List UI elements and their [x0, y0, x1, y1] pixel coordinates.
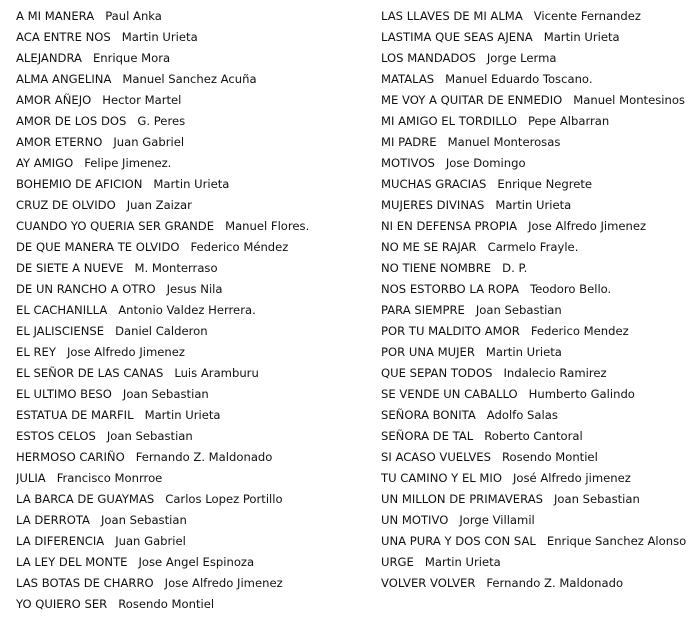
song-entry	[16, 237, 366, 258]
song-title: EL CACHANILLA	[16, 303, 108, 317]
song-entry	[381, 552, 686, 573]
song-list-right-column	[381, 6, 686, 594]
song-artist: Enrique Mora	[92, 51, 171, 65]
song-entry	[16, 594, 366, 615]
song-entry	[16, 426, 366, 447]
song-entry	[381, 447, 686, 468]
song-title: QUE SEPAN TODOS	[381, 366, 493, 380]
song-title: LA BARCA DE GUAYMAS	[16, 492, 155, 506]
song-title: MOTIVOS	[381, 156, 435, 170]
song-artist: Juan Zaizar	[126, 198, 192, 212]
song-artist: Enrique Negrete	[497, 177, 593, 191]
song-artist: Vicente Fernandez	[533, 9, 641, 23]
song-title: CUANDO YO QUERIA SER GRANDE	[16, 219, 215, 233]
song-entry	[381, 237, 686, 258]
song-title: EL ULTIMO BESO	[16, 387, 112, 401]
song-entry	[16, 132, 366, 153]
song-artist: Martin Urieta	[485, 345, 562, 359]
song-entry	[16, 363, 366, 384]
song-artist: Manuel Flores.	[225, 219, 310, 233]
song-artist: Martin Urieta	[424, 555, 501, 569]
song-entry	[16, 321, 366, 342]
song-artist: Jesus Nila	[166, 282, 223, 296]
song-title: LAS LLAVES DE MI ALMA	[381, 9, 523, 23]
song-entry	[381, 531, 686, 552]
song-artist: Hector Martel	[102, 93, 182, 107]
song-title: TU CAMINO Y EL MIO	[381, 471, 502, 485]
song-entry	[16, 405, 366, 426]
song-title: PARA SIEMPRE	[381, 303, 465, 317]
song-entry	[381, 27, 686, 48]
song-artist: Felipe Jimenez.	[84, 156, 172, 170]
song-title: MUCHAS GRACIAS	[381, 177, 487, 191]
song-entry	[16, 573, 366, 594]
song-title: EL REY	[16, 345, 56, 359]
song-entry	[381, 384, 686, 405]
song-entry	[381, 153, 686, 174]
song-title: UNA PURA Y DOS CON SAL	[381, 534, 536, 548]
song-entry	[16, 216, 366, 237]
song-entry	[381, 195, 686, 216]
song-artist: Pepe Albarran	[527, 114, 610, 128]
song-title: ESTATUA DE MARFIL	[16, 408, 134, 422]
song-artist: Jose Alfredo Jimenez	[66, 345, 185, 359]
song-title: JULIA	[16, 471, 46, 485]
song-artist: M. Monterraso	[134, 261, 218, 275]
song-title: UN MOTIVO	[381, 513, 449, 527]
song-title: SE VENDE UN CABALLO	[381, 387, 518, 401]
song-artist: Manuel Sanchez Acuña	[122, 72, 257, 86]
song-title: MI PADRE	[381, 135, 437, 149]
song-artist: Antonio Valdez Herrera.	[118, 303, 256, 317]
song-title: SEÑORA BONITA	[381, 408, 476, 422]
song-title: AMOR AÑEJO	[16, 93, 92, 107]
song-artist: Jorge Villamil	[459, 513, 535, 527]
song-entry	[381, 468, 686, 489]
song-title: NO ME SE RAJAR	[381, 240, 477, 254]
song-artist: Federico Méndez	[190, 240, 289, 254]
song-title: LA DERROTA	[16, 513, 90, 527]
song-title: LA DIFERENCIA	[16, 534, 105, 548]
song-title: DE SIETE A NUEVE	[16, 261, 124, 275]
song-artist: Jose Angel Espinoza	[138, 555, 255, 569]
song-entry	[16, 69, 366, 90]
song-entry	[16, 90, 366, 111]
song-artist: Martin Urieta	[543, 30, 620, 44]
song-artist: Martin Urieta	[121, 30, 198, 44]
song-artist: Daniel Calderon	[115, 324, 208, 338]
song-title: LASTIMA QUE SEAS AJENA	[381, 30, 533, 44]
song-title: AMOR DE LOS DOS	[16, 114, 127, 128]
song-title: POR TU MALDITO AMOR	[381, 324, 520, 338]
song-artist: Rosendo Montiel	[118, 597, 215, 611]
song-title: NOS ESTORBO LA ROPA	[381, 282, 520, 296]
song-artist: Jose Alfredo Jimenez	[528, 219, 647, 233]
song-entry	[381, 258, 686, 279]
song-title: ALMA ANGELINA	[16, 72, 112, 86]
song-entry	[381, 342, 686, 363]
song-entry	[16, 489, 366, 510]
song-title: ACA ENTRE NOS	[16, 30, 111, 44]
song-entry	[381, 510, 686, 531]
song-artist: D. P.	[502, 261, 528, 275]
song-title: POR UNA MUJER	[381, 345, 475, 359]
song-entry	[16, 6, 366, 27]
song-artist: Fernando Z. Maldonado	[486, 576, 624, 590]
song-entry	[16, 279, 366, 300]
song-artist: Paul Anka	[105, 9, 162, 23]
song-title: DE UN RANCHO A OTRO	[16, 282, 156, 296]
song-artist: Adolfo Salas	[486, 408, 558, 422]
song-entry	[381, 573, 686, 594]
song-artist: Joan Sebastian	[106, 429, 193, 443]
song-artist: Juan Gabriel	[113, 135, 185, 149]
song-artist: Manuel Monterosas	[447, 135, 561, 149]
song-title: ESTOS CELOS	[16, 429, 96, 443]
song-title: URGE	[381, 555, 414, 569]
song-title: AY AMIGO	[16, 156, 74, 170]
song-title: HERMOSO CARIÑO	[16, 450, 125, 464]
song-entry	[381, 174, 686, 195]
song-artist: Martin Urieta	[144, 408, 221, 422]
song-entry	[16, 174, 366, 195]
song-artist: Manuel Eduardo Toscano.	[445, 72, 593, 86]
song-artist: Francisco Monrroe	[56, 471, 163, 485]
song-title: MATALAS	[381, 72, 435, 86]
song-title: DE QUE MANERA TE OLVIDO	[16, 240, 180, 254]
song-title: MI AMIGO EL TORDILLO	[381, 114, 517, 128]
song-title: EL JALISCIENSE	[16, 324, 105, 338]
song-title: EL SEÑOR DE LAS CANAS	[16, 366, 164, 380]
song-entry	[381, 48, 686, 69]
song-title: A MI MANERA	[16, 9, 95, 23]
song-artist: Jose Alfredo Jimenez	[164, 576, 283, 590]
song-entry	[16, 510, 366, 531]
song-artist: Luis Aramburu	[174, 366, 259, 380]
song-title: LA LEY DEL MONTE	[16, 555, 128, 569]
song-artist: Jorge Lerma	[486, 51, 557, 65]
song-entry	[381, 132, 686, 153]
song-artist: Rosendo Montiel	[501, 450, 598, 464]
song-entry	[381, 489, 686, 510]
song-title: ALEJANDRA	[16, 51, 82, 65]
song-entry	[16, 531, 366, 552]
song-title: YO QUIERO SER	[16, 597, 108, 611]
song-entry	[381, 90, 686, 111]
song-title: NO TIENE NOMBRE	[381, 261, 492, 275]
song-artist: José Alfredo jimenez	[512, 471, 631, 485]
song-artist: Joan Sebastian	[475, 303, 562, 317]
song-entry	[381, 426, 686, 447]
song-entry	[16, 111, 366, 132]
song-artist: Federico Mendez	[530, 324, 629, 338]
song-title: CRUZ DE OLVIDO	[16, 198, 116, 212]
song-entry	[16, 342, 366, 363]
song-title: MUJERES DIVINAS	[381, 198, 485, 212]
song-entry	[16, 468, 366, 489]
song-entry	[381, 300, 686, 321]
song-artist: Joan Sebastian	[122, 387, 209, 401]
song-artist: Martin Urieta	[495, 198, 572, 212]
song-entry	[16, 153, 366, 174]
song-artist: Carlos Lopez Portillo	[165, 492, 283, 506]
song-title: LAS BOTAS DE CHARRO	[16, 576, 154, 590]
song-title: SI ACASO VUELVES	[381, 450, 491, 464]
song-artist: Juan Gabriel	[115, 534, 186, 548]
song-title: UN MILLON DE PRIMAVERAS	[381, 492, 543, 506]
song-title: VOLVER VOLVER	[381, 576, 476, 590]
song-artist: Fernando Z. Maldonado	[135, 450, 273, 464]
song-entry	[16, 384, 366, 405]
song-entry	[16, 300, 366, 321]
song-title: SEÑORA DE TAL	[381, 429, 474, 443]
song-entry	[16, 48, 366, 69]
song-artist: Enrique Sanchez Alonso	[546, 534, 686, 548]
song-artist: Humberto Galindo	[528, 387, 635, 401]
song-title: ME VOY A QUITAR DE ENMEDIO	[381, 93, 563, 107]
song-artist: Martin Urieta	[153, 177, 230, 191]
song-title: NI EN DEFENSA PROPIA	[381, 219, 518, 233]
song-entry	[16, 27, 366, 48]
song-entry	[381, 279, 686, 300]
song-entry	[381, 216, 686, 237]
song-entry	[381, 6, 686, 27]
song-title: AMOR ETERNO	[16, 135, 103, 149]
song-entry	[381, 405, 686, 426]
song-artist: Indalecio Ramirez	[503, 366, 607, 380]
song-entry	[16, 447, 366, 468]
song-entry	[381, 363, 686, 384]
song-entry	[16, 258, 366, 279]
song-entry	[16, 195, 366, 216]
song-entry	[16, 552, 366, 573]
song-entry	[381, 111, 686, 132]
song-title: LOS MANDADOS	[381, 51, 476, 65]
song-entry	[381, 69, 686, 90]
song-artist: G. Peres	[137, 114, 186, 128]
song-artist: Joan Sebastian	[100, 513, 187, 527]
song-artist: Teodoro Bello.	[530, 282, 612, 296]
song-artist: Carmelo Frayle.	[487, 240, 579, 254]
song-artist: Manuel Montesinos	[573, 93, 685, 107]
song-artist: Roberto Cantoral	[484, 429, 583, 443]
song-entry	[381, 321, 686, 342]
song-artist: Joan Sebastian	[553, 492, 640, 506]
song-title: BOHEMIO DE AFICION	[16, 177, 143, 191]
song-artist: Jose Domingo	[445, 156, 526, 170]
song-list-left-column	[16, 6, 366, 615]
